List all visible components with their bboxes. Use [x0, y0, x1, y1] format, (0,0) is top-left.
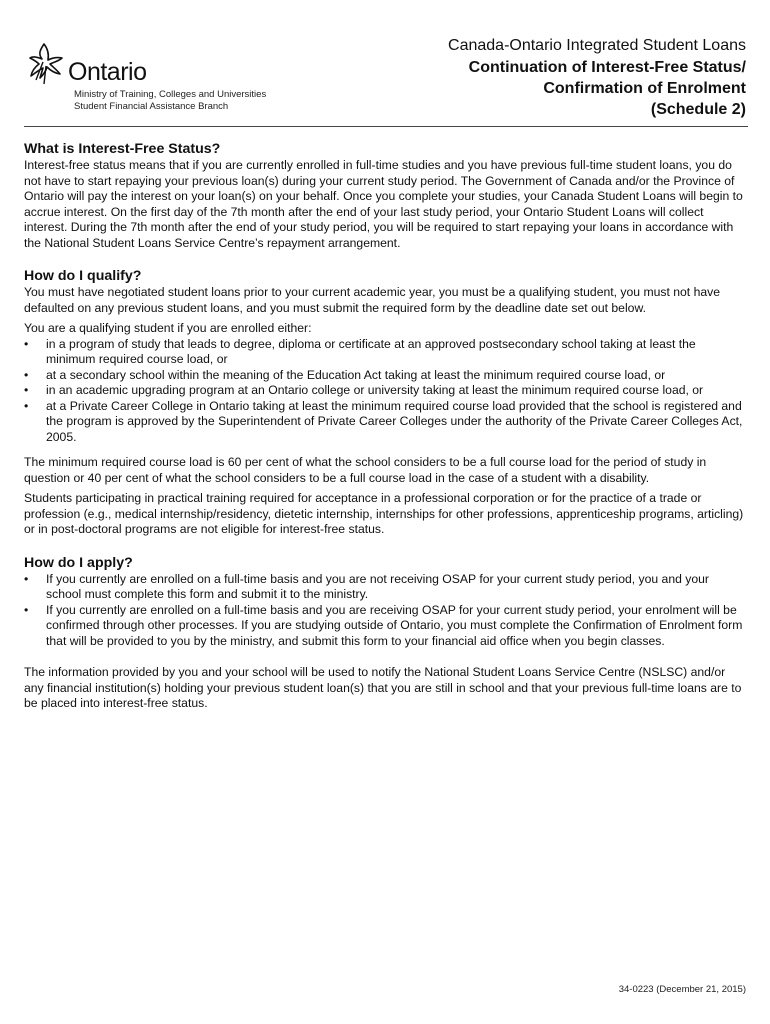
section-heading-qualify: How do I qualify?	[24, 268, 142, 284]
header-divider	[24, 126, 748, 127]
qualify-list	[24, 337, 746, 446]
form-title-line-1: Continuation of Interest-Free Status/	[468, 59, 746, 76]
list-item: • If you currently are enrolled on a full-time basis and you are receiving OSAP for your current study period, your enrolment will be confirmed through other processes. If you are studying outside of Ontario, you must complete the Confirmation of Enrolment form that will be provided to you by the ministry, and submit this form to your financial aid office when you begin classes.	[24, 602, 743, 648]
interest-free-description: Interest-free status means that if you are currently enrolled in full-time studies and you have previous full-time student loans, you do not have to start repaying your previous loan(s) during your current study period. The Government of Canada and/or the Province of Ontario will pay the interest on your loan(s) on your behalf. Once you complete your studies, your Canada Student Loans will begin to accrue interest. On the first day of the 7th month after the end of your last study period, your Ontario Student Loans will collect interest. During the 7th month after the end of your study period, you will be required to start repaying your loans in accordance with the National Student Loans Service Centre’s repayment arrangement.	[24, 158, 743, 250]
ontario-trillium-logo-icon	[26, 40, 66, 86]
ministry-line-1: Ministry of Training, Colleges and Universities	[74, 89, 267, 100]
form-number: 34-0223 (December 21, 2015)	[618, 984, 746, 995]
section-heading-apply: How do I apply?	[24, 554, 133, 571]
list-item: • at a Private Career College in Ontario taking at least the minimum required course load provided that the school is registered and the program is approved by the Superintendent of Private Career Colleges under the authority of the Private Career Colleges Act, 2005.	[24, 398, 743, 444]
list-item: • If you currently are enrolled on a full-time basis and you are not receiving OSAP for your current study period, you and your school must complete this form and submit it to the ministry.	[24, 571, 709, 601]
logo-wordmark: Ontario	[68, 58, 147, 86]
form-schedule-label: (Schedule 2)	[650, 101, 746, 118]
qualify-list-intro: You are a qualifying student if you are enrolled either:	[24, 321, 312, 335]
course-load-paragraph: The minimum required course load is 60 per cent of what the school considers to be a full course load for the period of study in question or 40 per cent of what the school considers to be a full course load in the case of a student with a disability.	[24, 455, 707, 485]
program-title: Canada-Ontario Integrated Student Loans	[448, 37, 746, 54]
qualify-intro: You must have negotiated student loans prior to your current academic year, you must be a qualifying student, you must not have defaulted on any previous student loans, and you must submit the required form by the deadline date set out below.	[24, 285, 721, 315]
form-body	[24, 140, 746, 712]
form-title-line-2: Confirmation of Enrolment	[543, 80, 746, 97]
information-use-paragraph: The information provided by you and your school will be used to notify the National Student Loans Service Centre (NSLSC) and/or any financial institution(s) holding your previous student loan(s) that you are still in school and that your previous full-time loans are to be placed into interest-free status.	[24, 665, 742, 710]
list-item: • at a secondary school within the meaning of the Education Act taking at least the minimum required course load, or	[24, 367, 666, 382]
ministry-name	[74, 89, 266, 113]
ministry-line-2: Student Financial Assistance Branch	[74, 101, 229, 112]
practical-training-paragraph: Students participating in practical training required for acceptance in a professional corporation or for the practice of a trade or profession (e.g., medical internship/residency, dietetic internship, internships for other professions, apprenticeship programs, articling) or in post-doctoral programs are not eligible for interest-free status.	[24, 491, 744, 536]
apply-list	[24, 572, 746, 650]
form-title-block	[306, 35, 746, 120]
section-heading-interest-free: What is Interest-Free Status?	[24, 141, 221, 157]
list-item: • in an academic upgrading program at an Ontario college or university taking at least the minimum required course load, or	[24, 383, 704, 397]
list-item: • in a program of study that leads to degree, diploma or certificate at an approved postsecondary school taking at least the minimum required course load, or	[24, 336, 696, 366]
